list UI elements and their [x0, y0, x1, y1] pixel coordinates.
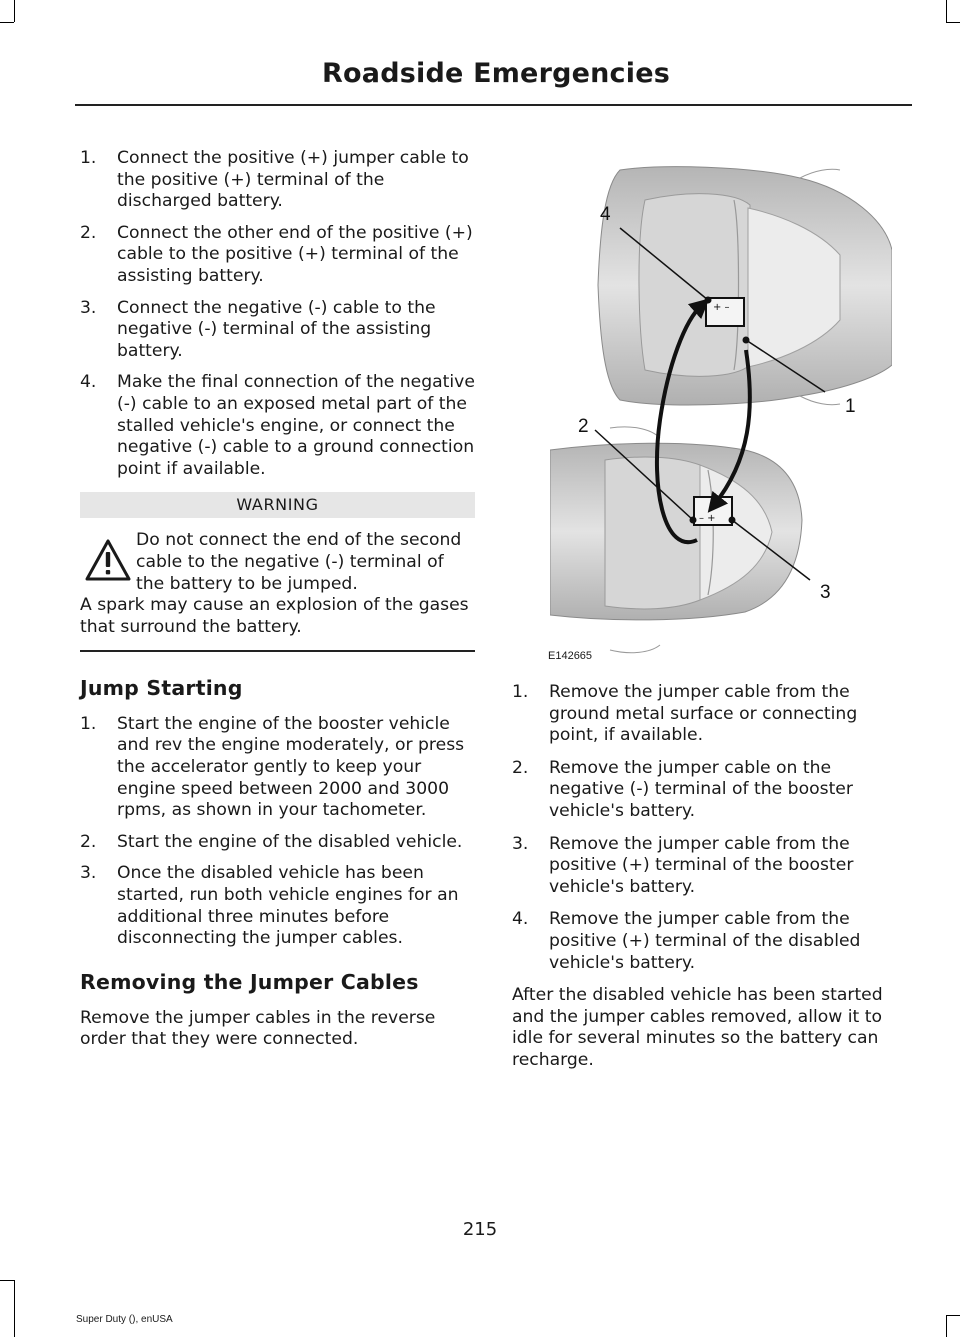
warning-label: WARNING — [80, 492, 475, 518]
crop-mark — [946, 0, 947, 22]
step-text: Remove the jumper cable from the positive (+) terminal of the booster vehicle's battery. — [549, 833, 854, 897]
list-item — [80, 148, 475, 213]
svg-text:– +: – + — [699, 513, 716, 524]
step-number: 3. — [512, 833, 529, 854]
list-item — [80, 832, 475, 854]
connect-steps-list — [80, 148, 475, 480]
crop-mark — [14, 0, 15, 22]
removing-text: Remove the jumper cables in the reverse order that they were connected. — [80, 1007, 436, 1050]
footer-text: Super Duty (), enUSA — [76, 1314, 173, 1325]
step-number: 4. — [512, 909, 529, 930]
step-text: Connect the negative (-) cable to the negative (-) terminal of the assisting battery. — [117, 297, 436, 361]
step-text: Remove the jumper cable on the negative (-) terminal of the booster vehicle's battery. — [549, 757, 853, 821]
page-number: 215 — [462, 1219, 498, 1240]
top-battery-icon — [706, 298, 744, 326]
step-text: Remove the jumper cable from the ground metal surface or connecting point, if available. — [549, 682, 858, 746]
step-number: 2. — [80, 831, 97, 852]
list-item — [512, 834, 910, 899]
list-item — [512, 909, 910, 974]
step-number: 2. — [512, 757, 529, 778]
section-heading-jump-starting: Jump Starting — [80, 675, 243, 700]
crop-mark — [14, 1280, 15, 1337]
step-text: Connect the other end of the positive (+) cable to the positive (+) terminal of the assisting battery. — [117, 222, 473, 286]
list-item — [80, 372, 475, 480]
step-number: 2. — [80, 222, 97, 243]
right-column — [512, 682, 910, 1072]
list-item — [80, 223, 475, 288]
left-column — [80, 148, 475, 1051]
callout-label-4: 4 — [600, 204, 611, 225]
svg-text:+ –: + – — [713, 302, 730, 313]
bottom-battery-icon — [694, 497, 732, 525]
crop-mark — [946, 1315, 960, 1316]
warning-divider — [80, 650, 475, 652]
figure-code: E142665 — [548, 650, 593, 662]
crop-mark — [946, 22, 960, 23]
section-heading-removing: Removing the Jumper Cables — [80, 969, 419, 994]
step-text: Connect the positive (+) jumper cable to the positive (+) terminal of the discharged battery. — [117, 148, 469, 212]
page-title: Roadside Emergencies — [322, 58, 670, 89]
removal-steps-list — [512, 682, 910, 974]
step-text: Once the disabled vehicle has been started, run both vehicle engines for an additional three minutes before disconnecting the jumper cables. — [117, 863, 459, 949]
closing-paragraph: After the disabled vehicle has been started and the jumper cables removed, allow it to idle for several minutes so the battery can recharge. — [512, 985, 883, 1070]
list-item — [80, 863, 475, 949]
step-text: Remove the jumper cable from the positive (+) terminal of the disabled vehicle's battery. — [549, 909, 861, 973]
list-item — [80, 714, 475, 822]
step-text: Start the engine of the disabled vehicle. — [117, 831, 463, 852]
warning-triangle-icon — [84, 538, 132, 582]
step-number: 3. — [80, 297, 97, 318]
list-item — [512, 682, 910, 747]
callout-label-2: 2 — [578, 416, 589, 437]
booster-vehicle-illustration — [550, 427, 802, 653]
list-item — [80, 298, 475, 363]
crop-mark — [0, 22, 14, 23]
jump-steps-list — [80, 714, 475, 950]
jump-start-diagram — [550, 160, 892, 668]
disabled-vehicle-illustration — [598, 167, 892, 405]
warning-text-indented: Do not connect the end of the second cable to the negative (-) terminal of the battery to be jumped. — [136, 530, 462, 594]
crop-mark — [946, 1315, 947, 1337]
crop-mark — [0, 1280, 14, 1281]
step-number: 3. — [80, 863, 97, 884]
step-number: 4. — [80, 372, 97, 393]
callout-label-3: 3 — [820, 582, 831, 603]
step-number: 1. — [512, 682, 529, 702]
step-number: 1. — [80, 148, 97, 168]
list-item — [512, 758, 910, 823]
step-text: Make the final connection of the negative (-) cable to an exposed metal part of the stalled vehicle's engine, or connect the negative (-) cable to a ground connection point if available. — [117, 372, 475, 479]
warning-box — [80, 530, 475, 638]
warning-text: A spark may cause an explosion of the gases that surround the battery. — [80, 595, 469, 637]
callout-label-1: 1 — [845, 396, 856, 417]
step-text: Start the engine of the booster vehicle and rev the engine moderately, or press the accelerator gently to keep your engine speed between 2000 and 3000 rpms, as shown in your tachometer. — [117, 713, 465, 821]
step-number: 1. — [80, 713, 97, 734]
header-divider — [75, 104, 912, 106]
